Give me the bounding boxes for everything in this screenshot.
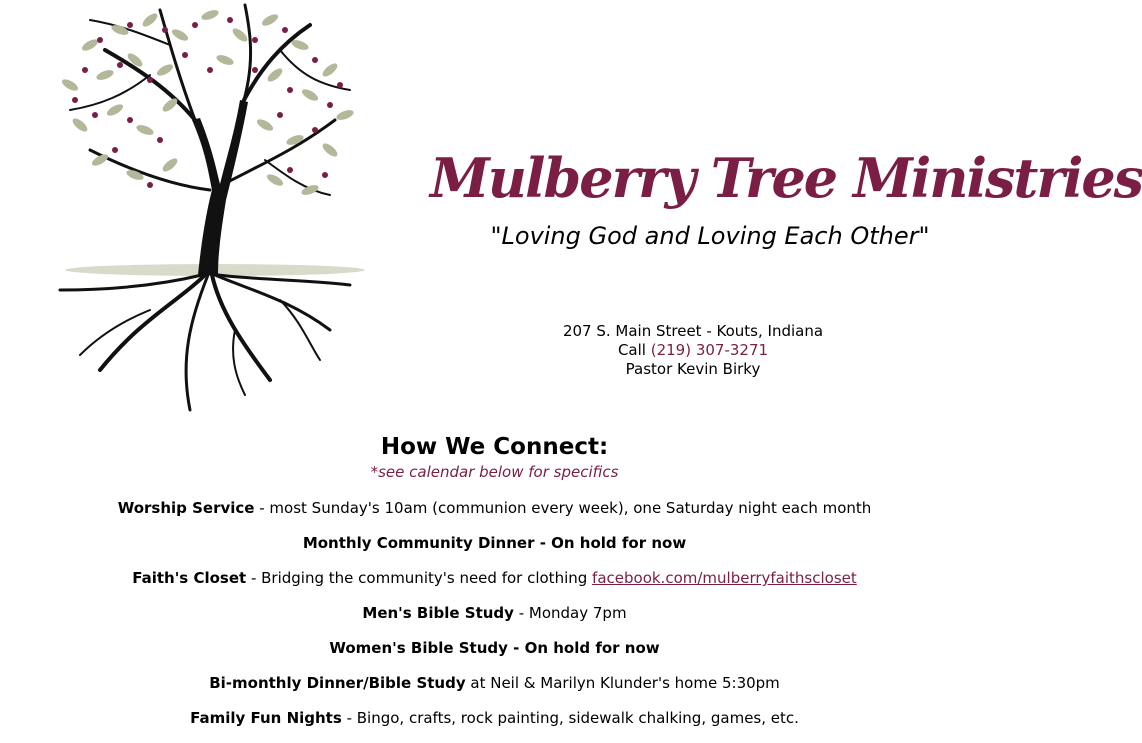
tagline: "Loving God and Loving Each Other" [490,222,930,250]
list-item [0,673,989,708]
item-detail: - On hold for now [534,534,687,552]
item-name: Bi-monthly Dinner/Bible Study [209,674,466,692]
mulberry-tree-icon [30,0,360,415]
item-detail: - Monday 7pm [513,604,627,622]
site-title: Mulberry Tree Ministries [430,146,1142,210]
connect-heading: How We Connect: [380,434,609,460]
item-detail: - Bridging the community's need for clothing [246,569,593,587]
item-name: Women's Bible Study [329,639,508,657]
call-label: Call [617,341,651,359]
item-name: Men's Bible Study [362,604,514,622]
contact-info [493,322,893,379]
phone-link[interactable]: (219) 307-3271 [650,341,769,359]
address: 207 S. Main Street - Kouts, Indiana [562,322,824,340]
connect-list [0,498,989,743]
connect-note: *see calendar below for specifics [370,463,619,481]
list-item [0,568,989,603]
item-detail: - On hold for now [507,639,660,657]
list-item [0,708,989,743]
list-item [0,533,989,568]
item-detail: - most Sunday's 10am (communion every week), one Saturday night each month [254,499,872,517]
list-item [0,498,989,533]
pastor-name: Pastor Kevin Birky [625,360,761,378]
list-item [0,603,989,638]
item-name: Monthly Community Dinner [302,534,535,552]
facebook-link[interactable]: facebook.com/mulberryfaithscloset [592,569,857,587]
phone-line [493,341,893,360]
item-detail: at Neil & Marilyn Klunder's home 5:30pm [465,674,780,692]
item-name: Worship Service [117,499,255,517]
item-detail: - Bingo, crafts, rock painting, sidewalk chalking, games, etc. [341,709,799,727]
list-item [0,638,989,673]
item-name: Family Fun Nights [190,709,342,727]
item-name: Faith's Closet [132,569,247,587]
